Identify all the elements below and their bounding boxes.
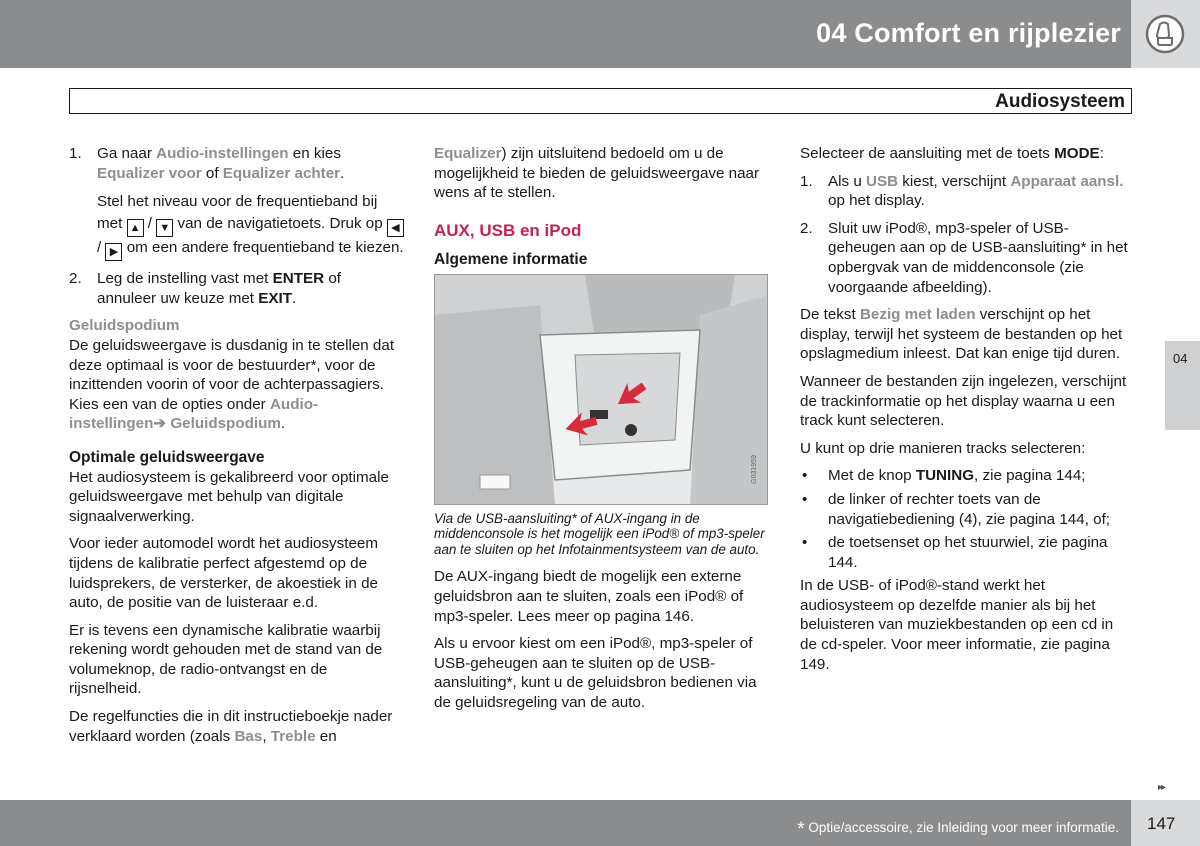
- list-item: [800, 466, 1132, 486]
- paragraph: [69, 707, 404, 746]
- chapter-header-bar: [0, 0, 1131, 68]
- text: De geluidsweergave is dusdanig in te stellen dat deze optimaal is voor de bestuurder*, voor de inzittenden voorin of voor de achterpassagiers. Kies een van de opties onder: [69, 336, 395, 413]
- photo-caption: Via de USB-aansluiting* of AUX-ingang in de middenconsole is het mogelijk een iPod® of mp3-speler aan te sluiten op het Infotainmentsysteem van de auto.: [434, 510, 765, 557]
- text: verschijnt op het display, terwijl het systeem de bestanden op het opslagmedium inleest. Dat kan enige tijd duren.: [800, 306, 1123, 363]
- text: en: [315, 727, 337, 745]
- column-2: [434, 144, 770, 721]
- asterisk: *: [797, 819, 805, 840]
- algemene-informatie-heading: Algemene informatie: [434, 251, 588, 269]
- text: om een andere frequentieband te kiezen.: [126, 239, 404, 257]
- text: Stel het niveau voor de frequentieband bij met: [97, 193, 378, 233]
- text: van de navigatietoets. Druk op: [177, 215, 383, 233]
- step-number: 1.: [800, 172, 813, 190]
- step-1: [69, 144, 404, 183]
- next-key-icon: ▶: [105, 243, 122, 261]
- step-1-detail: [69, 191, 404, 261]
- enter-key-label: ENTER: [272, 270, 325, 288]
- text: .: [340, 164, 345, 182]
- menu-ref-bas: Bas: [234, 727, 263, 745]
- text: en kies: [288, 145, 341, 162]
- down-key-icon: ▼: [156, 219, 173, 237]
- image-code: G031959: [751, 454, 759, 484]
- menu-ref-bezig-met-laden: Bezig met laden: [859, 306, 976, 324]
- step-number: 2.: [69, 270, 82, 288]
- step-1: [800, 172, 1132, 211]
- paragraph: In de USB- of iPod®-stand werkt het audiosysteem op dezelfde manier als bij het beluisteren van muziekbestanden op een cd in de cd-speler. Voor meer informatie, zie pagina 149.: [800, 577, 1114, 673]
- text: Met de knop: [828, 467, 916, 485]
- text: op het display.: [828, 192, 925, 210]
- text: ) zijn uitsluitend bedoeld om u de mogelijkheid te bieden de geluidsweergave naar wens af te stellen.: [434, 145, 760, 202]
- text: De regelfuncties die in dit instructieboekje nader verklaard worden (zoals: [69, 708, 393, 745]
- optimale-paragraph: Het audiosysteem is gekalibreerd voor optimale geluidsweergave met behulp van digitale signaalverwerking.: [69, 468, 389, 525]
- menu-ref-audio-instellingen: Audio-instellingen: [156, 145, 289, 162]
- column-1: [69, 144, 404, 754]
- optimale-heading: Optimale geluidsweergave: [69, 448, 265, 466]
- aux-usb-ipod-heading: AUX, USB en iPod: [434, 220, 582, 240]
- console-photo: [434, 274, 768, 505]
- paragraph: Als u ervoor kiest om een iPod®, mp3-speler of USB-geheugen aan te sluiten op de USB-aansluiting*, kunt u de geluidsbron bedienen via de geluidsregeling van de auto.: [434, 635, 757, 712]
- text: Selecteer de aansluiting met de toets: [800, 145, 1055, 162]
- step-number: 1.: [69, 145, 82, 162]
- menu-ref-audio-instellingen: Audio-instellingen: [69, 395, 319, 433]
- seat-icon: [1145, 14, 1185, 54]
- list-item: • de toetsenset op het stuurwiel, zie pagina 144.: [800, 533, 1132, 572]
- exit-key-label: EXIT: [258, 289, 293, 307]
- up-key-icon: ▲: [127, 219, 144, 237]
- paragraph: Wanneer de bestanden zijn ingelezen, verschijnt de trackinformatie op het display waarna u een track kunt selecteren.: [800, 372, 1127, 430]
- text: /: [147, 215, 153, 233]
- page-number-box: [1131, 800, 1200, 846]
- paragraph: Voor ieder automodel wordt het audiosysteem tijdens de kalibratie perfect afgestemd op de luidsprekers, de versterker, de akoestiek in de auto, de positie van de luisteraar e.d.: [69, 535, 378, 612]
- menu-ref-apparaat-aansl: Apparaat aansl.: [1010, 172, 1124, 190]
- text: De tekst: [800, 306, 860, 324]
- menu-ref-equalizer-voor: Equalizer voor: [97, 164, 202, 182]
- text: .: [292, 289, 297, 307]
- arrow-right-icon: ➔: [153, 415, 167, 433]
- column-3: [800, 144, 1132, 682]
- step-2: [800, 219, 1132, 297]
- text: , zie pagina 144;: [974, 467, 1086, 485]
- text: of annuleer uw keuze met: [97, 270, 341, 307]
- list-item: • de linker of rechter toets van de navigatiebediening (4), zie pagina 144, of;: [800, 490, 1132, 529]
- paragraph: De AUX-ingang biedt de mogelijk een externe geluidsbron aan te sluiten, zoals een iPod® of mp3-speler. Lees meer op pagina 146.: [434, 568, 744, 625]
- text: Als u: [828, 172, 866, 190]
- page-number: 147: [1147, 814, 1176, 833]
- tuning-key-label: TUNING: [915, 467, 975, 485]
- intro-paragraph: [800, 144, 1132, 164]
- text: :: [1099, 145, 1104, 162]
- menu-ref-usb: USB: [865, 172, 899, 190]
- continue-arrows-icon: ▸▸: [1158, 782, 1165, 793]
- text: Sluit uw iPod®, mp3-speler of USB-geheugen aan op de USB-aansluiting* in het opbergvak van de middenconsole (zie voorgaande afbeelding).: [828, 219, 1128, 296]
- text: ,: [262, 727, 271, 745]
- text: .: [280, 415, 286, 433]
- chapter-title: 04 Comfort en rijplezier: [816, 18, 1121, 48]
- text: of: [201, 164, 223, 182]
- footnote: [797, 819, 1119, 841]
- section-title: Audiosysteem: [995, 91, 1125, 112]
- menu-ref-geluidspodium: Geluidspodium: [170, 415, 281, 433]
- menu-ref-treble: Treble: [270, 727, 316, 745]
- geluidspodium-paragraph: [69, 336, 404, 434]
- footnote-text: Optie/accessoire, zie Inleiding voor meer informatie.: [804, 820, 1119, 835]
- prev-key-icon: ◀: [387, 219, 404, 237]
- text: Leg de instelling vast met: [97, 270, 273, 288]
- paragraph: [800, 305, 1132, 364]
- chapter-icon-box: [1131, 0, 1200, 68]
- menu-ref-equalizer-achter: Equalizer achter: [222, 164, 341, 182]
- text: kiest, verschijnt: [898, 172, 1011, 190]
- paragraph: U kunt op drie manieren tracks selecteren:: [800, 439, 1086, 457]
- geluidspodium-heading: Geluidspodium: [69, 317, 180, 335]
- step-number: 2.: [800, 219, 813, 237]
- text: /: [97, 239, 102, 257]
- side-tab-label: 04: [1173, 351, 1188, 366]
- section-header: [69, 88, 1132, 114]
- console-illustration: [435, 275, 768, 505]
- mode-key-label: MODE: [1054, 145, 1100, 162]
- text: Ga naar: [97, 145, 157, 162]
- step-2: [69, 269, 404, 308]
- chapter-side-tab: [1165, 341, 1200, 430]
- menu-ref-equalizer: Equalizer: [434, 145, 502, 162]
- continued-paragraph: [434, 144, 770, 203]
- paragraph: Er is tevens een dynamische kalibratie waarbij rekening wordt gehouden met de stand van de volumeknop, de radio-ontvangst en de rijsnelheid.: [69, 621, 383, 698]
- footer-bar: [0, 800, 1131, 846]
